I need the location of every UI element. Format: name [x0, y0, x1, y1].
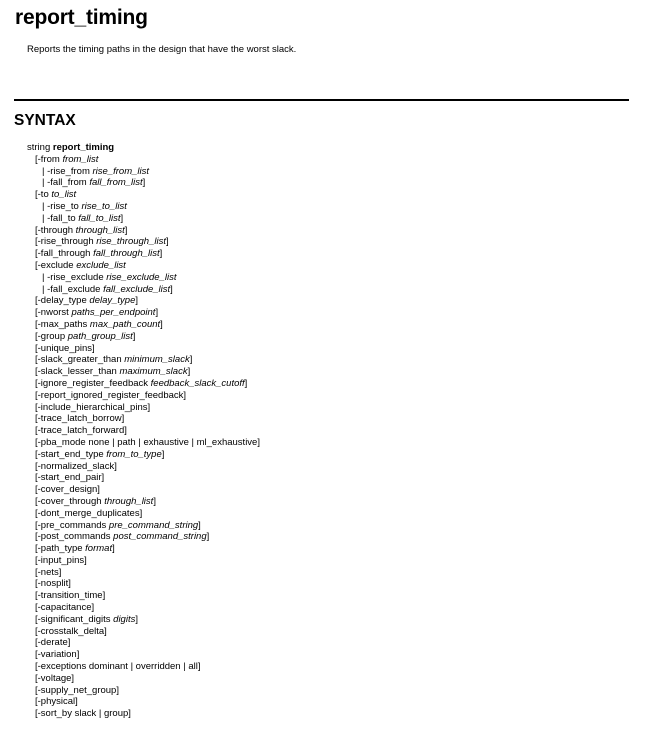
option-text: [-slack_lesser_than [35, 366, 120, 378]
option-text: [-rise_through [35, 236, 97, 248]
option-argument: fall_from_list [89, 177, 143, 189]
option-argument: rise_through_list [96, 236, 166, 248]
syntax-option [27, 508, 260, 520]
option-text: [-fall_through [35, 248, 94, 260]
syntax-option [27, 685, 260, 697]
option-text: ] [135, 295, 138, 307]
syntax-option [27, 425, 260, 437]
option-argument: from_list [62, 153, 99, 165]
option-argument: fall_through_list [93, 248, 160, 260]
syntax-option [27, 578, 260, 590]
option-text: [-report_ignored_register_feedback] [35, 389, 187, 401]
option-text: ] [135, 613, 138, 625]
syntax-option [27, 189, 260, 201]
syntax-sub-option [27, 166, 260, 178]
option-text: [-crosstalk_delta] [35, 625, 107, 637]
option-text: ] [142, 177, 146, 189]
option-text: [-transition_time] [35, 590, 106, 602]
option-text: [-max_paths [35, 318, 90, 330]
return-type: string [27, 142, 51, 153]
option-text: [-significant_digits [35, 613, 114, 625]
option-text: ] [170, 283, 173, 295]
syntax-option [27, 590, 260, 602]
syntax-option [27, 520, 260, 532]
option-text: [-physical] [35, 696, 78, 708]
syntax-heading: SYNTAX [14, 112, 76, 129]
option-argument: minimum_slack [124, 354, 190, 366]
option-text: [-supply_net_group] [35, 684, 119, 696]
syntax-option [27, 461, 260, 473]
option-argument: from_to_type [106, 448, 162, 460]
option-text: ] [159, 248, 163, 260]
syntax-option [27, 555, 260, 567]
syntax-option [27, 343, 260, 355]
option-text: [-ignore_register_feedback [35, 377, 151, 389]
option-argument: max_path_count [89, 318, 161, 330]
option-text: [-unique_pins] [35, 342, 95, 354]
option-text: [-input_pins] [35, 554, 87, 566]
option-text: ] [206, 531, 210, 543]
syntax-option [27, 567, 260, 579]
option-text: | -rise_exclude [42, 271, 107, 283]
option-text: | -fall_to [42, 212, 79, 224]
option-text: ] [155, 307, 159, 319]
syntax-option [27, 696, 260, 708]
syntax-option [27, 543, 260, 555]
syntax-option [27, 413, 260, 425]
option-argument: to_list [51, 189, 77, 201]
option-argument: digits [113, 613, 136, 625]
option-text: ] [132, 330, 136, 342]
syntax-option [27, 378, 260, 390]
option-argument: through_list [104, 495, 154, 507]
option-text: ] [161, 448, 165, 460]
option-text: ] [153, 495, 156, 507]
option-argument: post_command_string [113, 531, 207, 543]
option-text: [-exclude [35, 259, 77, 271]
syntax-option [27, 225, 260, 237]
syntax-block [27, 142, 260, 720]
option-text: ] [160, 318, 163, 330]
syntax-option [27, 649, 260, 661]
option-argument: path_group_list [67, 330, 133, 342]
page-title: report_timing [15, 6, 148, 29]
option-text: | -fall_from [42, 177, 90, 189]
syntax-option [27, 472, 260, 484]
option-text: [-from [35, 153, 63, 165]
option-argument: maximum_slack [119, 366, 188, 378]
option-text: ] [244, 377, 248, 389]
syntax-option [27, 354, 260, 366]
option-text: [-through [35, 224, 76, 236]
option-text: [-pre_commands [35, 519, 109, 531]
option-text: [-slack_greater_than [35, 354, 125, 366]
option-argument: feedback_slack_cutoff [150, 377, 245, 389]
option-text: ] [198, 519, 201, 531]
option-text: ] [112, 543, 115, 555]
option-text: ] [124, 224, 128, 236]
syntax-sub-option [27, 213, 260, 225]
option-text: | -rise_from [42, 165, 93, 177]
option-text: ] [165, 236, 169, 248]
option-text: | -fall_exclude [42, 283, 104, 295]
syntax-signature [27, 142, 260, 154]
syntax-option [27, 614, 260, 626]
syntax-sub-option [27, 177, 260, 189]
syntax-option [27, 260, 260, 272]
syntax-option [27, 531, 260, 543]
syntax-option [27, 661, 260, 673]
option-text: [-derate] [35, 637, 71, 649]
syntax-option [27, 449, 260, 461]
syntax-option [27, 402, 260, 414]
syntax-option [27, 154, 260, 166]
option-argument: pre_command_string [108, 519, 199, 531]
syntax-option [27, 637, 260, 649]
option-text: [-cover_design] [35, 484, 100, 496]
option-argument: rise_exclude_list [106, 271, 177, 283]
option-text: [-variation] [35, 649, 80, 661]
option-text: [-nosplit] [35, 578, 71, 590]
option-text: [-to [35, 189, 52, 201]
syntax-option [27, 673, 260, 685]
option-text: [-start_end_type [35, 448, 107, 460]
syntax-option [27, 602, 260, 614]
option-argument: paths_per_endpoint [71, 307, 156, 319]
syntax-option [27, 366, 260, 378]
option-argument: through_list [75, 224, 125, 236]
option-argument: fall_to_list [78, 212, 121, 224]
option-text: [-trace_latch_borrow] [35, 413, 125, 425]
syntax-option [27, 319, 260, 331]
syntax-sub-option [27, 284, 260, 296]
syntax-option [27, 295, 260, 307]
option-text: [-nworst [35, 307, 72, 319]
syntax-option [27, 390, 260, 402]
syntax-option [27, 484, 260, 496]
option-argument: rise_from_list [92, 165, 150, 177]
option-argument: rise_to_list [81, 200, 127, 212]
option-text: [-trace_latch_forward] [35, 425, 127, 437]
syntax-sub-option [27, 201, 260, 213]
option-text: [-delay_type [35, 295, 90, 307]
option-text: [-path_type [35, 543, 86, 555]
option-text: [-sort_by slack | group] [35, 708, 131, 720]
syntax-option [27, 626, 260, 638]
option-text: [-include_hierarchical_pins] [35, 401, 151, 413]
option-text: ] [120, 212, 124, 224]
syntax-option [27, 307, 260, 319]
syntax-option [27, 437, 260, 449]
section-divider [14, 99, 629, 101]
option-argument: exclude_list [76, 259, 126, 271]
option-text: [-group [35, 330, 68, 342]
option-text: | -rise_to [42, 200, 82, 212]
option-text: [-normalized_slack] [35, 460, 117, 472]
option-argument: delay_type [89, 295, 136, 307]
syntax-option [27, 331, 260, 343]
option-argument: format [85, 543, 113, 555]
option-text: [-post_commands [35, 531, 114, 543]
command-name: report_timing [52, 142, 115, 153]
option-text: ] [189, 354, 193, 366]
option-text: [-dont_merge_duplicates] [35, 507, 143, 519]
option-text: [-nets] [35, 566, 62, 578]
option-text: [-pba_mode none | path | exhaustive | ml_exhaustive] [35, 436, 260, 448]
syntax-sub-option [27, 272, 260, 284]
syntax-option [27, 248, 260, 260]
option-text: [-cover_through [35, 495, 105, 507]
option-text: [-exceptions dominant | overridden | all] [35, 661, 201, 673]
option-text: [-start_end_pair] [35, 472, 105, 484]
option-text: [-voltage] [35, 672, 75, 684]
option-argument: fall_exclude_list [103, 283, 171, 295]
syntax-option [27, 236, 260, 248]
syntax-option [27, 496, 260, 508]
command-description: Reports the timing paths in the design that have the worst slack. [27, 44, 297, 55]
syntax-option [27, 708, 260, 720]
option-text: [-capacitance] [35, 602, 95, 614]
option-text: ] [187, 366, 191, 378]
